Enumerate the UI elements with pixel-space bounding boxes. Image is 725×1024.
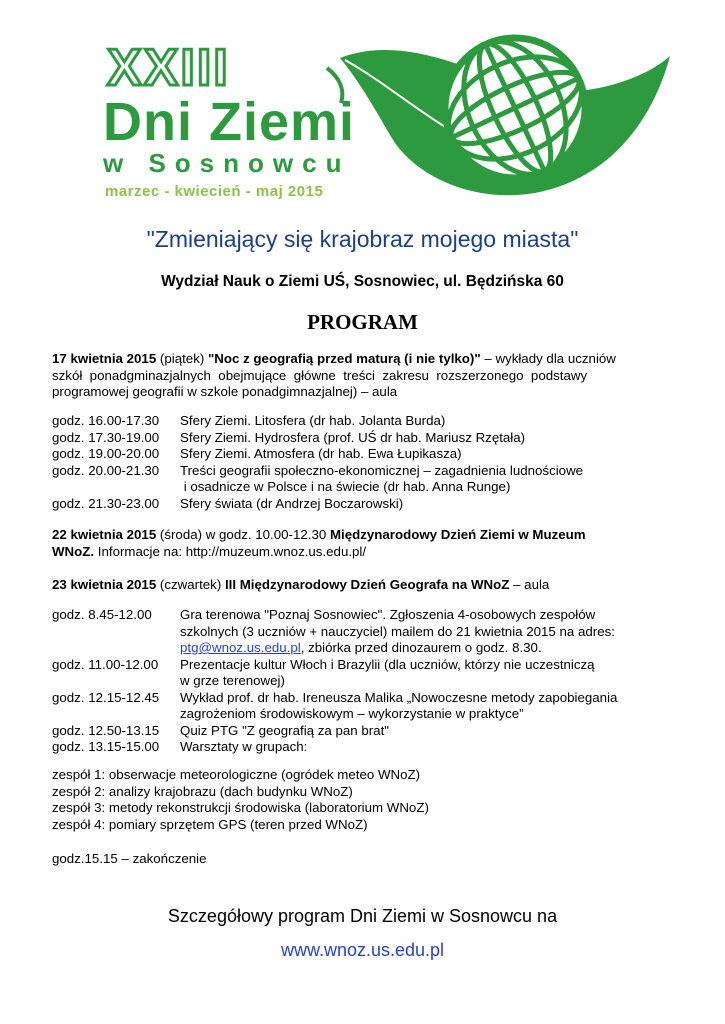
closing-time: godz.15.15 – zakończenie: [52, 851, 207, 866]
day1-time: godz. 21.30-23.00: [52, 495, 160, 511]
event-dates: marzec - kwiecień - maj 2015: [105, 183, 324, 200]
day3-item: Gra terenowa "Poznaj Sosnowiec". Zgłoszenia 4-osobowych zespołów: [180, 607, 596, 622]
team-item: zespół 3: metody rekonstrukcji środowiska (laboratorium WNoZ): [52, 800, 429, 815]
day3-time: godz. 12.15-12.45: [52, 689, 160, 705]
day1-time: godz. 17.30-19.00: [52, 429, 160, 445]
day3-time: godz. 8.45-12.00: [52, 607, 152, 622]
day3-heading: 23 kwietnia 2015 (czwartek) III Międzynarodowy Dzień Geografa na WNoZ – aula: [52, 577, 550, 592]
faculty-address: Wydział Nauk o Ziemi UŚ, Sosnowiec, ul. Będzińska 60: [161, 273, 564, 290]
day3-item: zagrożeniom środowiskowym – wykorzystanie w praktyce”: [180, 706, 524, 721]
day3-item: w grze terenowej): [180, 673, 285, 688]
day1-desc-line2: szkół ponadgminazjalnych obejmujące główne treści zakresu rozszerzonego podstawy: [52, 367, 588, 383]
team-item: zespół 2: analizy krajobrazu (dach budynku WNoZ): [52, 783, 353, 799]
day3-item: Prezentacje kultur Włoch i Brazylii (dla uczniów, którzy nie uczestniczą: [180, 656, 595, 672]
day1-time: godz. 20.00-21.30: [52, 462, 160, 478]
day1-item: Sfery świata (dr Andrzej Boczarowski): [180, 495, 404, 511]
day1-time: godz. 19.00-20.00: [52, 446, 160, 461]
day3-time: godz. 12.50-13.15: [52, 722, 160, 738]
day1-item: i osadnicze w Polsce i na świecie (dr hab. Anna Runge): [180, 479, 511, 494]
day1-item: Sfery Ziemi. Atmosfera (dr hab. Ewa Łupikasza): [180, 446, 462, 461]
motto: "Zmieniający się krajobraz mojego miasta": [146, 226, 579, 252]
day2-info: WNoZ. Informacje na: http://muzeum.wnoz.us.edu.pl/: [52, 543, 367, 559]
day3-item: Warsztaty w grupach:: [180, 739, 308, 754]
day3-item: szkolnych (3 uczniów + nauczyciel) mailem do 21 kwietnia 2015 na adres:: [180, 623, 615, 639]
day1-item: Sfery Ziemi. Litosfera (dr hab. Jolanta Burda): [180, 413, 446, 428]
day2-heading: 22 kwietnia 2015 (środa) w godz. 10.00-12.30 Międzynarodowy Dzień Ziemi w Muzeum: [52, 527, 586, 542]
team-item: zespół 4: pomiary sprzętem GPS (teren przed WNoZ): [52, 816, 368, 832]
day3-time: godz. 11.00-12.00: [52, 656, 159, 672]
event-place: w Sosnowcu: [103, 148, 351, 178]
team-item: zespół 1: obserwacje meteorologiczne (ogródek meteo WNoZ): [52, 767, 421, 782]
email-link[interactable]: ptg@wnoz.us.edu.pl: [180, 640, 301, 655]
day1-item: Treści geografii społeczno-ekonomicznej – zagadnienia ludnościowe: [180, 462, 584, 478]
day1-heading: 17 kwietnia 2015 (piątek) "Noc z geografią przed maturą (i nie tylko)" – wykłady dla uczniów: [52, 351, 616, 366]
day3-time: godz. 13.15-15.00: [52, 739, 160, 754]
footer-text: Szczegółowy program Dni Ziemi w Sosnowcu na: [167, 906, 558, 926]
day1-time: godz. 16.00-17.30: [52, 413, 160, 428]
day1-item: Sfery Ziemi. Hydrosfera (prof. UŚ dr hab. Mariusz Rzętała): [180, 429, 526, 445]
program-title: PROGRAM: [307, 310, 418, 334]
footer-url-link[interactable]: www.wnoz.us.edu.pl: [280, 940, 445, 960]
day3-item: Quiz PTG "Z geografią za pan brat": [180, 722, 389, 738]
edition-number: XXIII: [107, 39, 230, 97]
day3-item: Wykład prof. dr hab. Ireneusza Malika „Nowoczesne metody zapobiegania: [180, 689, 618, 705]
event-title: Dni Ziemi: [103, 92, 356, 152]
day3-item: ptg@wnoz.us.edu.pl, zbiórka przed dinozaurem o godz. 8.30.: [180, 640, 542, 655]
day1-desc-line3: programowej geografii w szkole ponadgimnazjalnej) – aula: [52, 384, 398, 399]
